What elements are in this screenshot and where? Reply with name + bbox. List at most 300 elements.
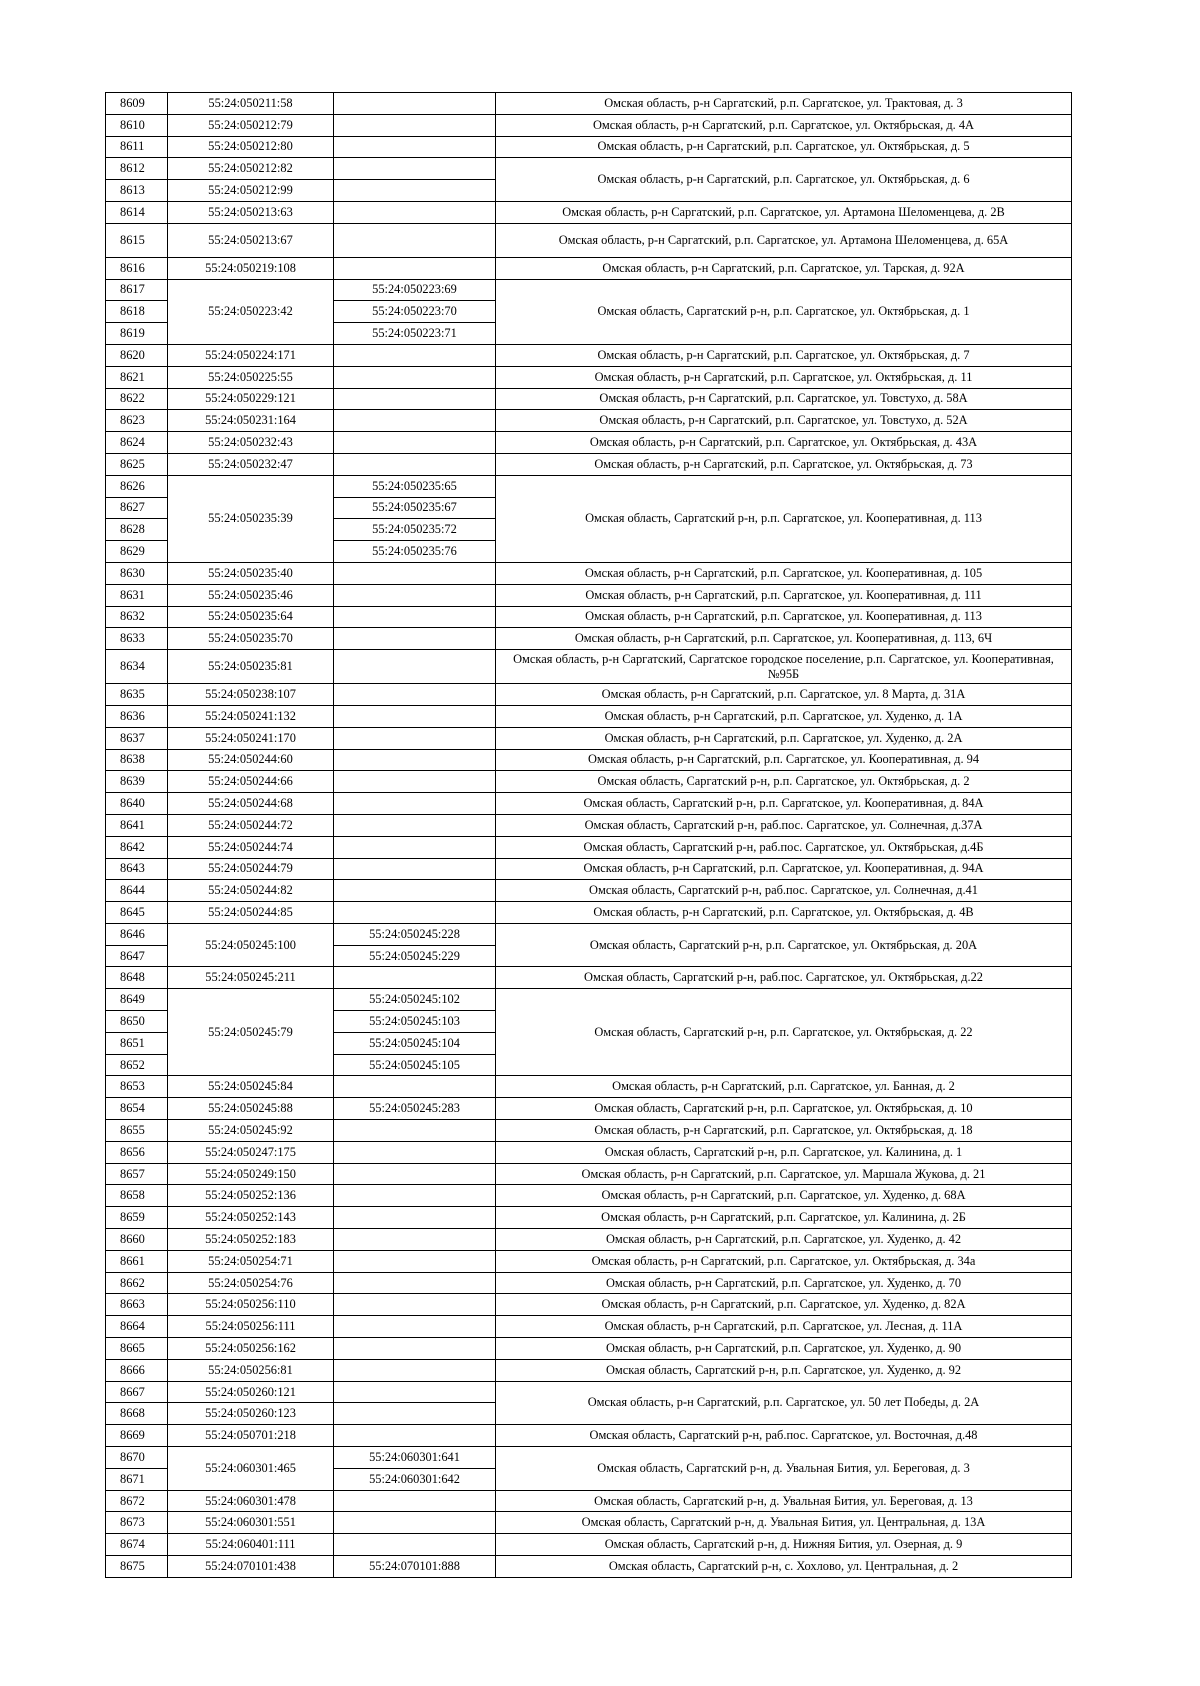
row-number: 8636 [106,705,168,727]
linked-cadastral-number [334,1338,496,1360]
table-row [106,388,1072,410]
row-number: 8632 [106,606,168,628]
table-row [106,923,1072,945]
row-number: 8633 [106,628,168,650]
cadastral-number: 55:24:050235:40 [168,562,334,584]
linked-cadastral-number: 55:24:070101:888 [334,1556,496,1578]
linked-cadastral-number: 55:24:050245:105 [334,1054,496,1076]
table-row [106,201,1072,223]
row-number: 8665 [106,1338,168,1360]
table-row [106,584,1072,606]
linked-cadastral-number [334,1120,496,1142]
table-row [106,793,1072,815]
linked-cadastral-number [334,136,496,158]
linked-cadastral-number [334,749,496,771]
address: Омская область, р-н Саргатский, р.п. Саргатское, ул. 50 лет Победы, д. 2А [496,1381,1072,1425]
address: Омская область, Саргатский р-н, д. Увальная Бития, ул. Береговая, д. 13 [496,1490,1072,1512]
row-number: 8663 [106,1294,168,1316]
table-row [106,562,1072,584]
row-number: 8654 [106,1098,168,1120]
linked-cadastral-number [334,366,496,388]
address: Омская область, Саргатский р-н, р.п. Саргатское, ул. Кооперативная, д. 84А [496,793,1072,815]
row-number: 8643 [106,858,168,880]
table-row [106,257,1072,279]
linked-cadastral-number [334,967,496,989]
linked-cadastral-number [334,1512,496,1534]
cadastral-number: 55:24:050256:81 [168,1359,334,1381]
address: Омская область, р-н Саргатский, р.п. Саргатское, ул. Товстухо, д. 52А [496,410,1072,432]
linked-cadastral-number: 55:24:050223:71 [334,323,496,345]
address: Омская область, Саргатский р-н, д. Увальная Бития, ул. Береговая, д. 3 [496,1447,1072,1491]
row-number: 8627 [106,497,168,519]
cadastral-number: 55:24:050249:150 [168,1163,334,1185]
table-row [106,1141,1072,1163]
row-number: 8660 [106,1229,168,1251]
linked-cadastral-number [334,684,496,706]
address: Омская область, р-н Саргатский, р.п. Саргатское, ул. Артамона Шеломенцева, д. 2В [496,201,1072,223]
linked-cadastral-number [334,1185,496,1207]
linked-cadastral-number [334,114,496,136]
linked-cadastral-number: 55:24:050235:65 [334,475,496,497]
table-row [106,1272,1072,1294]
table-row [106,1534,1072,1556]
cadastral-number: 55:24:050232:47 [168,453,334,475]
row-number: 8672 [106,1490,168,1512]
address: Омская область, Саргатский р-н, р.п. Саргатское, ул. Октябрьская, д. 2 [496,771,1072,793]
row-number: 8637 [106,727,168,749]
address: Омская область, Саргатский р-н, р.п. Саргатское, ул. Октябрьская, д. 22 [496,989,1072,1076]
table-row [106,410,1072,432]
row-number: 8673 [106,1512,168,1534]
row-number: 8670 [106,1447,168,1469]
address: Омская область, р-н Саргатский, р.п. Саргатское, ул. Кооперативная, д. 94А [496,858,1072,880]
row-number: 8649 [106,989,168,1011]
row-number: 8631 [106,584,168,606]
cadastral-number: 55:24:050252:143 [168,1207,334,1229]
linked-cadastral-number [334,1163,496,1185]
row-number: 8652 [106,1054,168,1076]
row-number: 8664 [106,1316,168,1338]
cadastral-number: 55:24:050244:82 [168,880,334,902]
address: Омская область, Саргатский р-н, с. Хохлово, ул. Центральная, д. 2 [496,1556,1072,1578]
cadastral-number: 55:24:050245:88 [168,1098,334,1120]
table-row [106,880,1072,902]
address: Омская область, Саргатский р-н, раб.пос. Саргатское, ул. Восточная, д.48 [496,1425,1072,1447]
row-number: 8658 [106,1185,168,1207]
address: Омская область, р-н Саргатский, р.п. Саргатское, ул. Маршала Жукова, д. 21 [496,1163,1072,1185]
address: Омская область, р-н Саргатский, р.п. Саргатское, ул. Трактовая, д. 3 [496,93,1072,115]
row-number: 8628 [106,519,168,541]
address: Омская область, Саргатский р-н, р.п. Саргатское, ул. Октябрьская, д. 10 [496,1098,1072,1120]
address: Омская область, Саргатский р-н, раб.пос. Саргатское, ул. Октябрьская, д.4Б [496,836,1072,858]
cadastral-number: 55:24:050235:39 [168,475,334,562]
table-row [106,1294,1072,1316]
cadastral-number: 55:24:050260:123 [168,1403,334,1425]
row-number: 8662 [106,1272,168,1294]
linked-cadastral-number [334,584,496,606]
row-number: 8661 [106,1250,168,1272]
cadastral-number: 55:24:050211:58 [168,93,334,115]
address: Омская область, р-н Саргатский, р.п. Саргатское, ул. Артамона Шеломенцева, д. 65А [496,223,1072,257]
cadastral-number: 55:24:050245:100 [168,923,334,967]
linked-cadastral-number: 55:24:050245:283 [334,1098,496,1120]
linked-cadastral-number: 55:24:050245:103 [334,1011,496,1033]
linked-cadastral-number [334,1316,496,1338]
linked-cadastral-number: 55:24:060301:642 [334,1468,496,1490]
address: Омская область, Саргатский р-н, р.п. Саргатское, ул. Худенко, д. 92 [496,1359,1072,1381]
linked-cadastral-number [334,727,496,749]
row-number: 8650 [106,1011,168,1033]
linked-cadastral-number [334,1359,496,1381]
linked-cadastral-number [334,836,496,858]
linked-cadastral-number [334,705,496,727]
linked-cadastral-number [334,880,496,902]
address: Омская область, р-н Саргатский, р.п. Саргатское, ул. Кооперативная, д. 113 [496,606,1072,628]
linked-cadastral-number: 55:24:050245:102 [334,989,496,1011]
address: Омская область, р-н Саргатский, р.п. Саргатское, ул. Октябрьская, д. 7 [496,344,1072,366]
table-row [106,1425,1072,1447]
cadastral-number: 55:24:050212:79 [168,114,334,136]
row-number: 8619 [106,323,168,345]
cadastral-number: 55:24:050244:74 [168,836,334,858]
cadastral-number: 55:24:050244:60 [168,749,334,771]
table-row [106,1338,1072,1360]
table-row [106,1207,1072,1229]
cadastral-number: 55:24:060301:465 [168,1447,334,1491]
cadastral-number: 55:24:050219:108 [168,257,334,279]
linked-cadastral-number: 55:24:050245:228 [334,923,496,945]
address: Омская область, Саргатский р-н, р.п. Саргатское, ул. Октябрьская, д. 20А [496,923,1072,967]
row-number: 8640 [106,793,168,815]
table-row [106,727,1072,749]
address: Омская область, р-н Саргатский, р.п. Саргатское, ул. Лесная, д. 11А [496,1316,1072,1338]
address: Омская область, р-н Саргатский, Саргатское городское поселение, р.п. Саргатское, ул. Кооперативная, №95Б [496,650,1072,684]
cadastral-number: 55:24:050213:63 [168,201,334,223]
table-row [106,1512,1072,1534]
row-number: 8651 [106,1032,168,1054]
row-number: 8626 [106,475,168,497]
row-number: 8634 [106,650,168,684]
row-number: 8656 [106,1141,168,1163]
address: Омская область, р-н Саргатский, р.п. Саргатское, ул. Худенко, д. 2А [496,727,1072,749]
linked-cadastral-number: 55:24:060301:641 [334,1447,496,1469]
address: Омская область, р-н Саргатский, р.п. Саргатское, ул. Худенко, д. 90 [496,1338,1072,1360]
address: Омская область, р-н Саргатский, р.п. Саргатское, ул. Октябрьская, д. 18 [496,1120,1072,1142]
row-number: 8674 [106,1534,168,1556]
table-row [106,1381,1072,1403]
cadastral-number: 55:24:050235:81 [168,650,334,684]
linked-cadastral-number [334,606,496,628]
linked-cadastral-number [334,388,496,410]
address: Омская область, р-н Саргатский, р.п. Саргатское, ул. Октябрьская, д. 5 [496,136,1072,158]
linked-cadastral-number [334,1425,496,1447]
cadastral-number: 55:24:050254:71 [168,1250,334,1272]
address: Омская область, р-н Саргатский, р.п. Саргатское, ул. Кооперативная, д. 113, 6Ч [496,628,1072,650]
row-number: 8668 [106,1403,168,1425]
cadastral-number: 55:24:050245:92 [168,1120,334,1142]
table-row [106,114,1072,136]
linked-cadastral-number: 55:24:050223:70 [334,301,496,323]
linked-cadastral-number [334,1207,496,1229]
cadastral-number: 55:24:050238:107 [168,684,334,706]
row-number: 8612 [106,158,168,180]
linked-cadastral-number [334,1534,496,1556]
table-row [106,836,1072,858]
table-row [106,1359,1072,1381]
linked-cadastral-number [334,1076,496,1098]
linked-cadastral-number [334,650,496,684]
address: Омская область, Саргатский р-н, раб.пос. Саргатское, ул. Солнечная, д.37А [496,814,1072,836]
table-row [106,432,1072,454]
cadastral-number: 55:24:050244:85 [168,902,334,924]
linked-cadastral-number [334,793,496,815]
table-row [106,684,1072,706]
address: Омская область, р-н Саргатский, р.п. Саргатское, ул. Октябрьская, д. 34а [496,1250,1072,1272]
row-number: 8617 [106,279,168,301]
linked-cadastral-number [334,902,496,924]
row-number: 8616 [106,257,168,279]
row-number: 8671 [106,1468,168,1490]
cadastral-number: 55:24:050224:171 [168,344,334,366]
cadastral-number: 55:24:050235:46 [168,584,334,606]
linked-cadastral-number [334,814,496,836]
cadastral-number: 55:24:050231:164 [168,410,334,432]
linked-cadastral-number: 55:24:050245:104 [334,1032,496,1054]
linked-cadastral-number [334,344,496,366]
table-row [106,705,1072,727]
address: Омская область, Саргатский р-н, д. Увальная Бития, ул. Центральная, д. 13А [496,1512,1072,1534]
linked-cadastral-number [334,432,496,454]
table-row [106,344,1072,366]
cadastral-number: 55:24:050260:121 [168,1381,334,1403]
row-number: 8614 [106,201,168,223]
row-number: 8611 [106,136,168,158]
cadastral-number: 55:24:050244:68 [168,793,334,815]
table-row [106,366,1072,388]
table-row [106,1163,1072,1185]
linked-cadastral-number: 55:24:050235:76 [334,541,496,563]
address: Омская область, р-н Саргатский, р.п. Саргатское, ул. Худенко, д. 42 [496,1229,1072,1251]
table-row [106,93,1072,115]
address: Омская область, р-н Саргатский, р.п. Саргатское, ул. Тарская, д. 92А [496,257,1072,279]
table-row [106,650,1072,684]
linked-cadastral-number [334,771,496,793]
address: Омская область, Саргатский р-н, р.п. Саргатское, ул. Калинина, д. 1 [496,1141,1072,1163]
table-row [106,1076,1072,1098]
address: Омская область, р-н Саргатский, р.п. Саргатское, ул. Худенко, д. 1А [496,705,1072,727]
linked-cadastral-number [334,1490,496,1512]
row-number: 8609 [106,93,168,115]
table-row [106,1185,1072,1207]
linked-cadastral-number [334,1272,496,1294]
linked-cadastral-number: 55:24:050235:67 [334,497,496,519]
table-row [106,902,1072,924]
linked-cadastral-number [334,1381,496,1403]
cadastral-number: 55:24:060401:111 [168,1534,334,1556]
row-number: 8645 [106,902,168,924]
row-number: 8655 [106,1120,168,1142]
linked-cadastral-number: 55:24:050223:69 [334,279,496,301]
table-row [106,989,1072,1011]
row-number: 8657 [106,1163,168,1185]
table-row [106,1098,1072,1120]
address: Омская область, р-н Саргатский, р.п. Саргатское, ул. Октябрьская, д. 43А [496,432,1072,454]
table-row [106,628,1072,650]
property-registry-table [105,92,1072,1578]
row-number: 8669 [106,1425,168,1447]
linked-cadastral-number [334,180,496,202]
cadastral-number: 55:24:050252:136 [168,1185,334,1207]
linked-cadastral-number [334,453,496,475]
cadastral-number: 55:24:070101:438 [168,1556,334,1578]
table-row [106,279,1072,301]
row-number: 8613 [106,180,168,202]
row-number: 8625 [106,453,168,475]
address: Омская область, Саргатский р-н, раб.пос. Саргатское, ул. Солнечная, д.41 [496,880,1072,902]
table-row [106,1316,1072,1338]
address: Омская область, Саргатский р-н, р.п. Саргатское, ул. Кооперативная, д. 113 [496,475,1072,562]
linked-cadastral-number [334,858,496,880]
cadastral-number: 55:24:050235:64 [168,606,334,628]
cadastral-number: 55:24:050256:111 [168,1316,334,1338]
cadastral-number: 55:24:050212:82 [168,158,334,180]
address: Омская область, Саргатский р-н, д. Нижняя Бития, ул. Озерная, д. 9 [496,1534,1072,1556]
linked-cadastral-number [334,223,496,257]
address: Омская область, р-н Саргатский, р.п. Саргатское, ул. Худенко, д. 70 [496,1272,1072,1294]
table-row [106,606,1072,628]
cadastral-number: 55:24:050212:99 [168,180,334,202]
row-number: 8630 [106,562,168,584]
cadastral-number: 55:24:050244:66 [168,771,334,793]
table-row [106,158,1072,180]
row-number: 8648 [106,967,168,989]
address: Омская область, р-н Саргатский, р.п. Саргатское, ул. Худенко, д. 82А [496,1294,1072,1316]
address: Омская область, р-н Саргатский, р.п. Саргатское, ул. Октябрьская, д. 6 [496,158,1072,202]
row-number: 8635 [106,684,168,706]
cadastral-number: 55:24:050245:84 [168,1076,334,1098]
linked-cadastral-number [334,201,496,223]
cadastral-number: 55:24:050244:79 [168,858,334,880]
row-number: 8644 [106,880,168,902]
cadastral-number: 55:24:050254:76 [168,1272,334,1294]
address: Омская область, Саргатский р-н, р.п. Саргатское, ул. Октябрьская, д. 1 [496,279,1072,344]
table-row [106,967,1072,989]
cadastral-number: 55:24:050252:183 [168,1229,334,1251]
row-number: 8629 [106,541,168,563]
table-row [106,223,1072,257]
cadastral-number: 55:24:050245:211 [168,967,334,989]
cadastral-number: 55:24:050241:170 [168,727,334,749]
address: Омская область, р-н Саргатский, р.п. Саргатское, ул. Кооперативная, д. 111 [496,584,1072,606]
row-number: 8621 [106,366,168,388]
row-number: 8638 [106,749,168,771]
address: Омская область, р-н Саргатский, р.п. Саргатское, ул. Кооперативная, д. 94 [496,749,1072,771]
linked-cadastral-number [334,562,496,584]
cadastral-number: 55:24:060301:478 [168,1490,334,1512]
table-row [106,453,1072,475]
row-number: 8659 [106,1207,168,1229]
address: Омская область, р-н Саргатский, р.п. Саргатское, ул. Банная, д. 2 [496,1076,1072,1098]
cadastral-number: 55:24:050213:67 [168,223,334,257]
address: Омская область, Саргатский р-н, раб.пос. Саргатское, ул. Октябрьская, д.22 [496,967,1072,989]
linked-cadastral-number: 55:24:050245:229 [334,945,496,967]
address: Омская область, р-н Саргатский, р.п. Саргатское, ул. Октябрьская, д. 4В [496,902,1072,924]
linked-cadastral-number [334,1141,496,1163]
row-number: 8624 [106,432,168,454]
table-row [106,1556,1072,1578]
address: Омская область, р-н Саргатский, р.п. Саргатское, ул. 8 Марта, д. 31А [496,684,1072,706]
linked-cadastral-number [334,93,496,115]
table-row [106,1250,1072,1272]
linked-cadastral-number [334,257,496,279]
address: Омская область, р-н Саргатский, р.п. Саргатское, ул. Калинина, д. 2Б [496,1207,1072,1229]
row-number: 8646 [106,923,168,945]
address: Омская область, р-н Саргатский, р.п. Саргатское, ул. Октябрьская, д. 73 [496,453,1072,475]
row-number: 8623 [106,410,168,432]
cadastral-number: 55:24:050247:175 [168,1141,334,1163]
cadastral-number: 55:24:050701:218 [168,1425,334,1447]
linked-cadastral-number [334,1294,496,1316]
row-number: 8647 [106,945,168,967]
linked-cadastral-number [334,628,496,650]
cadastral-number: 55:24:050256:162 [168,1338,334,1360]
table-row [106,1447,1072,1469]
row-number: 8675 [106,1556,168,1578]
cadastral-number: 55:24:050235:70 [168,628,334,650]
linked-cadastral-number [334,1250,496,1272]
cadastral-number: 55:24:050223:42 [168,279,334,344]
row-number: 8639 [106,771,168,793]
address: Омская область, р-н Саргатский, р.п. Саргатское, ул. Кооперативная, д. 105 [496,562,1072,584]
row-number: 8620 [106,344,168,366]
linked-cadastral-number [334,410,496,432]
cadastral-number: 55:24:050244:72 [168,814,334,836]
row-number: 8666 [106,1359,168,1381]
linked-cadastral-number [334,1403,496,1425]
table-row [106,771,1072,793]
address: Омская область, р-н Саргатский, р.п. Саргатское, ул. Октябрьская, д. 4А [496,114,1072,136]
linked-cadastral-number [334,158,496,180]
row-number: 8642 [106,836,168,858]
row-number: 8610 [106,114,168,136]
row-number: 8622 [106,388,168,410]
linked-cadastral-number: 55:24:050235:72 [334,519,496,541]
address: Омская область, р-н Саргатский, р.п. Саргатское, ул. Товстухо, д. 58А [496,388,1072,410]
row-number: 8667 [106,1381,168,1403]
linked-cadastral-number [334,1229,496,1251]
cadastral-number: 55:24:050225:55 [168,366,334,388]
cadastral-number: 55:24:050212:80 [168,136,334,158]
cadastral-number: 55:24:060301:551 [168,1512,334,1534]
table-row [106,136,1072,158]
row-number: 8653 [106,1076,168,1098]
table-row [106,858,1072,880]
row-number: 8615 [106,223,168,257]
address: Омская область, р-н Саргатский, р.п. Саргатское, ул. Худенко, д. 68А [496,1185,1072,1207]
table-row [106,814,1072,836]
table-row [106,749,1072,771]
cadastral-number: 55:24:050229:121 [168,388,334,410]
cadastral-number: 55:24:050256:110 [168,1294,334,1316]
row-number: 8641 [106,814,168,836]
table-row [106,1490,1072,1512]
address: Омская область, р-н Саргатский, р.п. Саргатское, ул. Октябрьская, д. 11 [496,366,1072,388]
cadastral-number: 55:24:050232:43 [168,432,334,454]
table-row [106,1229,1072,1251]
cadastral-number: 55:24:050245:79 [168,989,334,1076]
table-row [106,475,1072,497]
cadastral-number: 55:24:050241:132 [168,705,334,727]
